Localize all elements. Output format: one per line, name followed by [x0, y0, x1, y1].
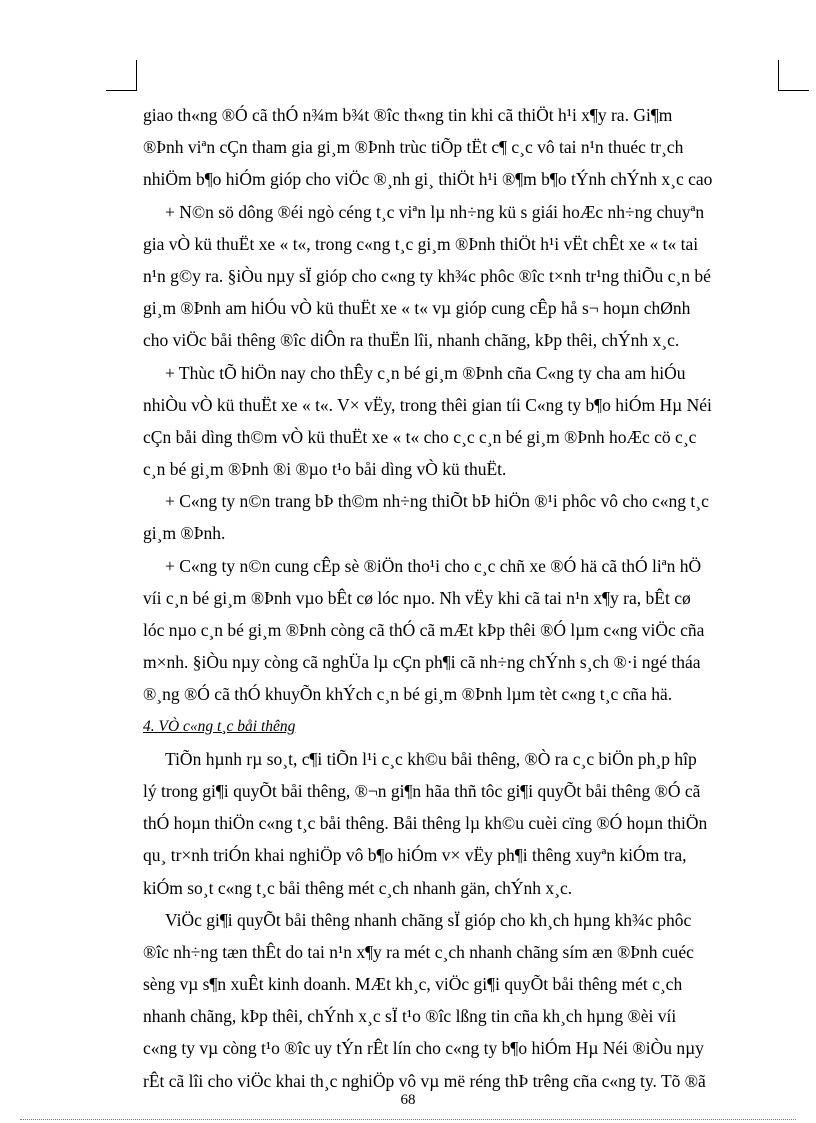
- footer-divider: [20, 1119, 796, 1120]
- text-line: + C«ng ty n©n cung cÊp sè ®iÖn tho¹i cho c¸c chñ xe ®Ó hä cã thÓ liªn hÖ: [165, 555, 702, 576]
- text-line: thÓ hoµn thiÖn c«ng t¸c båi thêng. Båi thêng lµ kh©u cuèi cïng ®Ó hoµn thiÖn: [143, 813, 708, 834]
- text-line: cÇn båi dìng th©m vÒ kü thuËt xe « t« cho c¸c c¸n bé gi¸m ®Þnh hoÆc cö c¸c: [143, 426, 697, 447]
- text-line: n¹n g©y ra. §iÒu nµy sÏ gióp cho c«ng ty kh¾c phôc ®îc t×nh tr¹ng thiÕu c¸n bé: [143, 265, 711, 286]
- text-line: c«ng ty vµ còng t¹o ®îc uy tÝn rÊt lín cho c«ng ty b¶o hiÓm Hµ Néi ®iÒu nµy: [143, 1038, 704, 1059]
- page-number: 68: [400, 1092, 416, 1108]
- text-line: ViÖc gi¶i quyÕt båi thêng nhanh chãng sÏ gióp cho kh¸ch hµng kh¾c phôc: [165, 909, 692, 930]
- text-line: lóc nµo c¸n bé gi¸m ®Þnh còng cã thÓ cã mÆt kÞp thêi ®Ó lµm c«ng viÖc cña: [143, 620, 705, 640]
- text-line: sèng vµ s¶n xuÊt kinh doanh. MÆt kh¸c, viÖc gi¶i quyÕt båi thêng mét c¸ch: [143, 974, 683, 995]
- text-line: gia vÒ kü thuËt xe « t«, trong c«ng t¸c gi¸m ®Þnh thiÖt h¹i vËt chÊt xe « t« tai: [143, 233, 699, 254]
- text-line: kiÓm so¸t c«ng t¸c båi thêng mét c¸ch nhanh gän, chÝnh x¸c.: [143, 877, 573, 898]
- text-line: víi c¸n bé gi¸m ®Þnh vµo bÊt cø lóc nµo. Nh vËy khi cã tai n¹n x¶y ra, bÊt cø: [143, 587, 691, 608]
- text-line: + N©n sö dông ®éi ngò céng t¸c viªn lµ nh÷ng kü s giái hoÆc nh÷ng chuyªn: [165, 201, 705, 222]
- text-line: nhiÒu vÒ kü thuËt xe « t«. V× vËy, trong thêi gian tíi C«ng ty b¶o hiÓm Hµ Néi: [143, 394, 712, 415]
- text-line: giao th«ng ®Ó cã thÓ n¾m b¾t ®îc th«ng tin khi cã thiÖt h¹i x¶y ra. Gi¶m: [143, 105, 673, 125]
- document-body: [143, 99, 763, 1097]
- text-line: cho viÖc båi thêng ®îc diÔn ra thuËn lîi, nhanh chãng, kÞp thêi, chÝnh x¸c.: [143, 330, 680, 351]
- text-line: gi¸m ®Þnh.: [143, 523, 226, 544]
- crop-mark-top-left: [106, 60, 137, 91]
- text-line: ®¸ng ®Ó cã thÓ khuyÕn khÝch c¸n bé gi¸m ®Þnh lµm tèt c«ng t¸c cña hä.: [143, 684, 673, 705]
- text-line: TiÕn hµnh rµ so¸t, c¶i tiÕn l¹i c¸c kh©u båi thêng, ®Ò ra c¸c biÖn ph¸p hîp: [165, 748, 697, 769]
- text-line: ®îc nh÷ng tæn thÊt do tai n¹n x¶y ra mét c¸ch nhanh chãng sím æn ®Þnh cuéc: [143, 941, 694, 962]
- text-line: nhiÖm b¶o hiÓm gióp cho viÖc ®¸nh gi¸ thiÖt h¹i ®¶m b¶o tÝnh chÝnh x¸c cao: [143, 169, 713, 190]
- text-line: qu¸ tr×nh triÓn khai nghiÖp vô b¶o hiÓm v× vËy ph¶i thêng xuyªn kiÓm tra,: [143, 845, 687, 866]
- text-line: lý trong gi¶i quyÕt båi thêng, ®¬n gi¶n hãa thñ tôc gi¶i quyÕt båi thêng ®Ó cã: [143, 780, 701, 801]
- text-line: m×nh. §iÒu nµy còng cã nghÜa lµ cÇn ph¶i cã nh÷ng chÝnh s¸ch ®·i ngé tháa: [143, 652, 701, 673]
- section-heading: [143, 711, 763, 743]
- text-line: c¸n bé gi¸m ®Þnh ®i ®µo t¹o båi dìng vÒ kü thuËt.: [143, 459, 507, 480]
- text-line: gi¸m ®Þnh am hiÓu vÒ kü thuËt xe « t« vµ gióp cung cÊp hå s¬ hoµn chØnh: [143, 298, 691, 319]
- text-line: + C«ng ty n©n trang bÞ th©m nh÷ng thiÕt bÞ hiÖn ®¹i phôc vô cho c«ng t¸c: [165, 491, 709, 512]
- section-heading-text: 4. VÒ c«ng t¸c båi thêng: [143, 717, 296, 735]
- crop-mark-top-right: [778, 60, 809, 91]
- text-line: + Thùc tÕ hiÖn nay cho thÊy c¸n bé gi¸m ®Þnh cña C«ng ty cha am hiÓu: [165, 362, 686, 383]
- text-line: rÊt cã lîi cho viÖc khai th¸c nghiÖp vô vµ më réng thÞ trêng cña c«ng ty. Tõ ®ã: [143, 1070, 706, 1091]
- text-line: nhanh chãng, kÞp thêi, chÝnh x¸c sÏ t¹o ®îc lßng tin cña kh¸ch hµng ®èi víi: [143, 1006, 677, 1027]
- text-line: ®Þnh viªn cÇn tham gia gi¸m ®Þnh trùc tiÕp tËt c¶ c¸c vô tai n¹n thuéc tr¸ch: [143, 137, 684, 158]
